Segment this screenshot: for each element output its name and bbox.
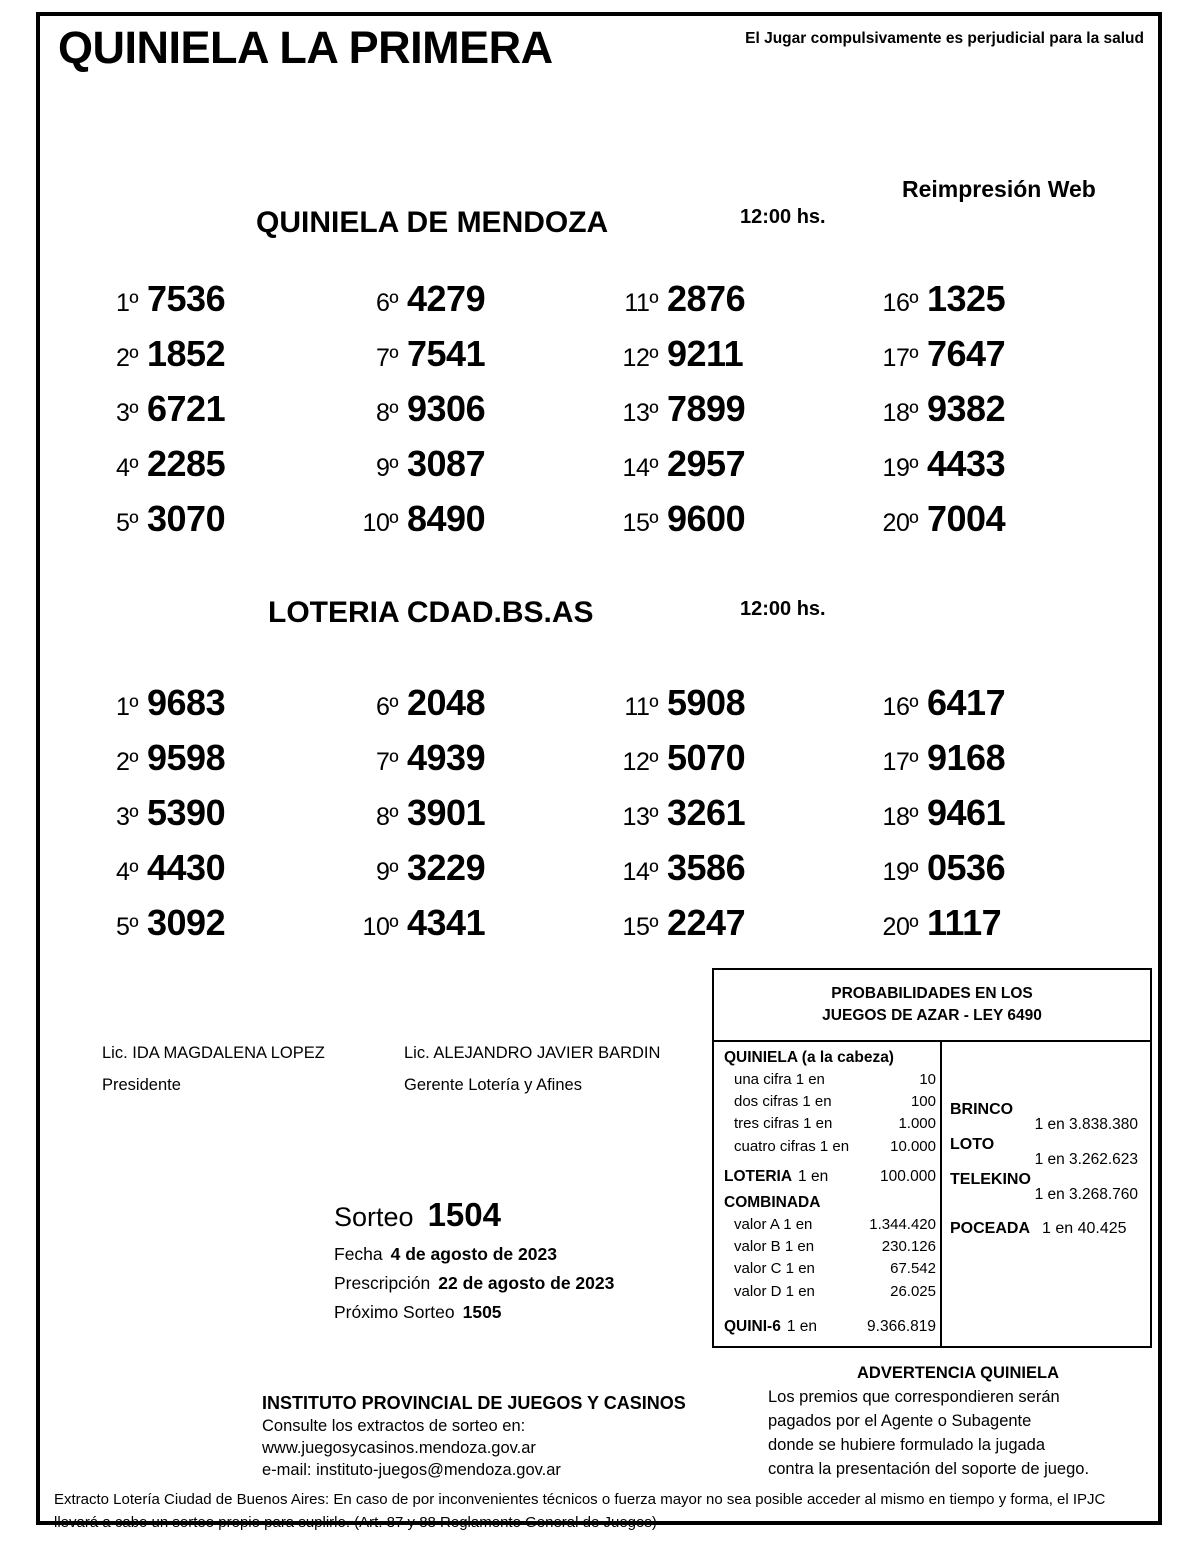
sorteo-info — [328, 1196, 688, 1323]
result-position: 19º — [882, 454, 918, 482]
result-number: 3070 — [147, 498, 226, 539]
result-position: 11º — [624, 289, 658, 317]
sorteo-heading — [328, 1196, 688, 1234]
result-cell — [80, 847, 340, 902]
results-grid-mendoza — [80, 278, 1120, 553]
advertencia-line-2: pagados por el Agente o Subagente — [768, 1412, 1032, 1430]
result-number: 3901 — [407, 792, 486, 833]
odds-row — [724, 1258, 936, 1280]
result-position: 7º — [375, 748, 398, 776]
result-number: 9683 — [147, 682, 226, 723]
result-cell — [600, 792, 860, 847]
combinada-group-heading: COMBINADA — [724, 1193, 821, 1211]
result-position: 8º — [375, 803, 398, 831]
signature-role-manager: Gerente Lotería y Afines — [404, 1076, 582, 1094]
result-number: 3229 — [407, 847, 486, 888]
draw-time-bsas: 12:00 hs. — [740, 598, 826, 620]
result-position: 4º — [115, 858, 138, 886]
quiniela-group-heading: QUINIELA (a la cabeza) — [724, 1048, 894, 1066]
result-cell — [600, 682, 860, 737]
result-position: 2º — [115, 748, 138, 776]
result-position: 4º — [115, 454, 138, 482]
quini6-odds-row — [724, 1315, 936, 1338]
result-cell — [80, 682, 340, 737]
institute-info — [262, 1393, 732, 1480]
result-position: 15º — [622, 913, 658, 941]
quini6-mid: 1 en — [786, 1317, 818, 1335]
odds-value: 10.000 — [890, 1137, 936, 1155]
result-position: 2º — [115, 344, 138, 372]
result-number: 9306 — [407, 388, 486, 429]
odds-label: dos cifras 1 en — [734, 1093, 832, 1111]
result-number: 3092 — [147, 902, 226, 943]
result-cell — [860, 792, 1120, 847]
result-number: 7647 — [927, 333, 1006, 374]
odds-label: valor D 1 en — [734, 1282, 815, 1300]
result-number: 9461 — [927, 792, 1006, 833]
game-odds: 1 en 3.838.380 — [1034, 1115, 1138, 1133]
draw-time-mendoza: 12:00 hs. — [740, 206, 826, 228]
result-number: 5070 — [667, 737, 746, 778]
draw-title-bsas: LOTERIA CDAD.BS.AS — [268, 596, 594, 629]
result-number: 4433 — [927, 443, 1006, 484]
result-position: 16º — [882, 289, 918, 317]
result-number: 6417 — [927, 682, 1006, 723]
result-position: 12º — [622, 344, 658, 372]
result-cell — [860, 498, 1120, 553]
signature-role-president: Presidente — [102, 1076, 181, 1094]
result-cell — [600, 333, 860, 388]
result-position: 13º — [622, 803, 658, 831]
result-number: 9600 — [667, 498, 746, 539]
game-odds: 1 en 3.262.623 — [1034, 1150, 1138, 1168]
game-name: LOTO — [950, 1135, 995, 1153]
reimpresion-web-label: Reimpresión Web — [902, 176, 1096, 202]
result-position: 13º — [622, 399, 658, 427]
sorteo-proximo-row — [328, 1302, 688, 1323]
result-position: 6º — [375, 289, 398, 317]
result-cell — [80, 498, 340, 553]
result-number: 7899 — [667, 388, 746, 429]
result-position: 14º — [622, 454, 658, 482]
sorteo-proximo-value: 1505 — [462, 1302, 502, 1322]
result-number: 1325 — [927, 278, 1006, 319]
result-number: 1852 — [147, 333, 226, 374]
result-position: 1º — [115, 289, 138, 317]
result-number: 8490 — [407, 498, 486, 539]
legal-disclaimer: Extracto Lotería Ciudad de Buenos Aires: En caso de por inconvenientes técnicos o fuerza mayor no sea posible acceder al mismo en tiempo y forma, el IPJC llevará a cabo un sorteo propio para suplirlo. (Art. 87 y 88 Reglamento General de Juegos) — [54, 1491, 1106, 1532]
odds-row — [724, 1091, 936, 1113]
result-position: 15º — [622, 509, 658, 537]
quiniela-odds-rows — [724, 1069, 936, 1158]
result-position: 16º — [882, 693, 918, 721]
game-odds-item — [950, 1136, 1142, 1169]
sorteo-number: 1504 — [427, 1196, 501, 1233]
result-position: 10º — [362, 509, 398, 537]
result-number: 2048 — [407, 682, 486, 723]
odds-label: valor B 1 en — [734, 1238, 815, 1256]
game-name: TELEKINO — [950, 1170, 1031, 1188]
probabilities-title-line1: PROBABILIDADES EN LOS — [831, 985, 1033, 1002]
advertencia-title: ADVERTENCIA QUINIELA — [857, 1364, 1059, 1382]
odds-value: 1.344.420 — [869, 1215, 936, 1233]
result-position: 9º — [375, 454, 398, 482]
result-cell — [340, 737, 600, 792]
odds-value: 100 — [910, 1093, 936, 1111]
result-number: 4279 — [407, 278, 486, 319]
institute-title: INSTITUTO PROVINCIAL DE JUEGOS Y CASINOS — [262, 1393, 686, 1413]
probabilities-left-column — [714, 1042, 942, 1346]
result-cell — [860, 847, 1120, 902]
result-cell — [600, 737, 860, 792]
result-position: 17º — [882, 344, 918, 372]
result-number: 3087 — [407, 443, 486, 484]
odds-value: 1.000 — [898, 1115, 936, 1133]
advertencia-line-1: Los premios que correspondieren serán — [768, 1388, 1060, 1406]
result-cell — [860, 388, 1120, 443]
document-header — [40, 16, 1158, 86]
result-cell — [860, 333, 1120, 388]
odds-value: 230.126 — [881, 1238, 936, 1256]
result-cell — [340, 902, 600, 957]
result-number: 7536 — [147, 278, 226, 319]
odds-row — [724, 1281, 936, 1303]
result-number: 6721 — [147, 388, 226, 429]
other-games-odds-list — [950, 1101, 1142, 1204]
poceada-odds-row — [950, 1220, 1142, 1238]
quini6-value: 9.366.819 — [867, 1317, 936, 1335]
odds-value: 10 — [919, 1070, 936, 1088]
loteria-label: LOTERIA — [724, 1167, 793, 1185]
result-position: 20º — [882, 509, 918, 537]
loteria-mid: 1 en — [798, 1167, 829, 1185]
odds-label: valor C 1 en — [734, 1260, 815, 1278]
result-number: 9211 — [667, 333, 744, 374]
combinada-odds-rows — [724, 1214, 936, 1303]
probabilities-title-line2: JUEGOS DE AZAR - LEY 6490 — [822, 1007, 1042, 1025]
loteria-odds-row — [724, 1165, 936, 1188]
result-cell — [340, 333, 600, 388]
result-number: 7541 — [407, 333, 486, 374]
gambling-warning-text: El Jugar compulsivamente es perjudicial para la salud — [745, 30, 1144, 47]
result-number: 3586 — [667, 847, 746, 888]
odds-row — [724, 1113, 936, 1135]
probabilities-table-header — [714, 970, 1150, 1042]
result-cell — [600, 902, 860, 957]
result-position: 11º — [624, 693, 658, 721]
odds-label: valor A 1 en — [734, 1215, 813, 1233]
result-cell — [80, 737, 340, 792]
result-number: 9382 — [927, 388, 1006, 429]
result-position: 18º — [882, 399, 918, 427]
quini6-label: QUINI-6 — [724, 1317, 781, 1335]
result-cell — [860, 443, 1120, 498]
result-position: 5º — [115, 509, 138, 537]
institute-email: e-mail: instituto-juegos@mendoza.gov.ar — [262, 1461, 561, 1479]
sorteo-fecha-label: Fecha — [334, 1244, 383, 1264]
sorteo-prescripcion-value: 22 de agosto de 2023 — [438, 1273, 615, 1293]
result-number: 4341 — [407, 902, 486, 943]
result-position: 10º — [362, 913, 398, 941]
game-odds-item — [950, 1171, 1142, 1204]
odds-label: tres cifras 1 en — [734, 1115, 833, 1133]
sorteo-prescripcion-row — [328, 1273, 688, 1294]
result-cell — [80, 333, 340, 388]
result-number: 1117 — [927, 902, 1002, 943]
result-position: 12º — [622, 748, 658, 776]
result-number: 2247 — [667, 902, 746, 943]
result-number: 5390 — [147, 792, 226, 833]
institute-consult-line: Consulte los extractos de sorteo en: — [262, 1417, 526, 1435]
result-cell — [340, 498, 600, 553]
result-cell — [80, 792, 340, 847]
result-cell — [340, 388, 600, 443]
result-cell — [600, 847, 860, 902]
result-number: 2285 — [147, 443, 226, 484]
game-odds: 1 en 3.268.760 — [1034, 1185, 1138, 1203]
result-cell — [340, 443, 600, 498]
signature-name-president: Lic. IDA MAGDALENA LOPEZ — [102, 1044, 325, 1062]
result-number: 3261 — [667, 792, 746, 833]
result-cell — [860, 278, 1120, 333]
probabilities-table — [712, 968, 1152, 1348]
odds-row — [724, 1136, 936, 1158]
result-position: 18º — [882, 803, 918, 831]
poceada-label: POCEADA — [950, 1219, 1031, 1237]
result-number: 4430 — [147, 847, 226, 888]
sorteo-label: Sorteo — [334, 1202, 414, 1232]
odds-value: 67.542 — [890, 1260, 936, 1278]
result-cell — [600, 388, 860, 443]
result-position: 19º — [882, 858, 918, 886]
page-title: QUINIELA LA PRIMERA — [58, 22, 553, 73]
result-cell — [600, 278, 860, 333]
draw-title-mendoza: QUINIELA DE MENDOZA — [256, 206, 609, 239]
result-position: 1º — [115, 693, 138, 721]
result-position: 17º — [882, 748, 918, 776]
result-number: 7004 — [927, 498, 1006, 539]
result-cell — [340, 847, 600, 902]
poceada-odds: 1 en 40.425 — [1042, 1219, 1127, 1237]
odds-label: cuatro cifras 1 en — [734, 1137, 850, 1155]
results-grid-bsas — [80, 682, 1120, 957]
result-number: 2957 — [667, 443, 746, 484]
institute-website: www.juegosycasinos.mendoza.gov.ar — [262, 1439, 536, 1457]
result-cell — [340, 792, 600, 847]
odds-label: una cifra 1 en — [734, 1070, 825, 1088]
odds-row — [724, 1236, 936, 1258]
result-cell — [860, 737, 1120, 792]
result-cell — [860, 902, 1120, 957]
probabilities-right-column — [942, 1042, 1150, 1346]
result-position: 8º — [375, 399, 398, 427]
result-cell — [80, 278, 340, 333]
result-number: 2876 — [667, 278, 746, 319]
odds-row — [724, 1069, 936, 1091]
sorteo-fecha-value: 4 de agosto de 2023 — [390, 1244, 557, 1264]
result-position: 6º — [375, 693, 398, 721]
sorteo-proximo-label: Próximo Sorteo — [334, 1302, 455, 1322]
result-cell — [80, 443, 340, 498]
result-cell — [340, 278, 600, 333]
result-number: 9598 — [147, 737, 226, 778]
result-cell — [600, 498, 860, 553]
result-position: 20º — [882, 913, 918, 941]
result-number: 4939 — [407, 737, 486, 778]
game-odds-item — [950, 1101, 1142, 1134]
signature-name-manager: Lic. ALEJANDRO JAVIER BARDIN — [404, 1044, 661, 1062]
result-position: 9º — [375, 858, 398, 886]
advertencia-line-4: contra la presentación del soporte de juego. — [768, 1460, 1090, 1478]
advertencia-line-3: donde se hubiere formulado la jugada — [768, 1436, 1046, 1454]
advertencia-block — [768, 1364, 1148, 1479]
odds-row — [724, 1214, 936, 1236]
sorteo-fecha-row — [328, 1244, 688, 1265]
result-cell — [860, 682, 1120, 737]
result-cell — [80, 902, 340, 957]
sorteo-prescripcion-label: Prescripción — [334, 1273, 431, 1293]
result-position: 3º — [115, 399, 138, 427]
result-cell — [600, 443, 860, 498]
loteria-value: 100.000 — [879, 1167, 936, 1185]
result-position: 3º — [115, 803, 138, 831]
game-name: BRINCO — [950, 1100, 1014, 1118]
odds-value: 26.025 — [890, 1282, 936, 1300]
result-number: 5908 — [667, 682, 746, 723]
result-cell — [340, 682, 600, 737]
result-position: 5º — [115, 913, 138, 941]
result-cell — [80, 388, 340, 443]
result-position: 14º — [622, 858, 658, 886]
result-position: 7º — [375, 344, 398, 372]
result-number: 9168 — [927, 737, 1006, 778]
lottery-result-sheet — [36, 12, 1162, 1532]
result-number: 0536 — [927, 847, 1006, 888]
